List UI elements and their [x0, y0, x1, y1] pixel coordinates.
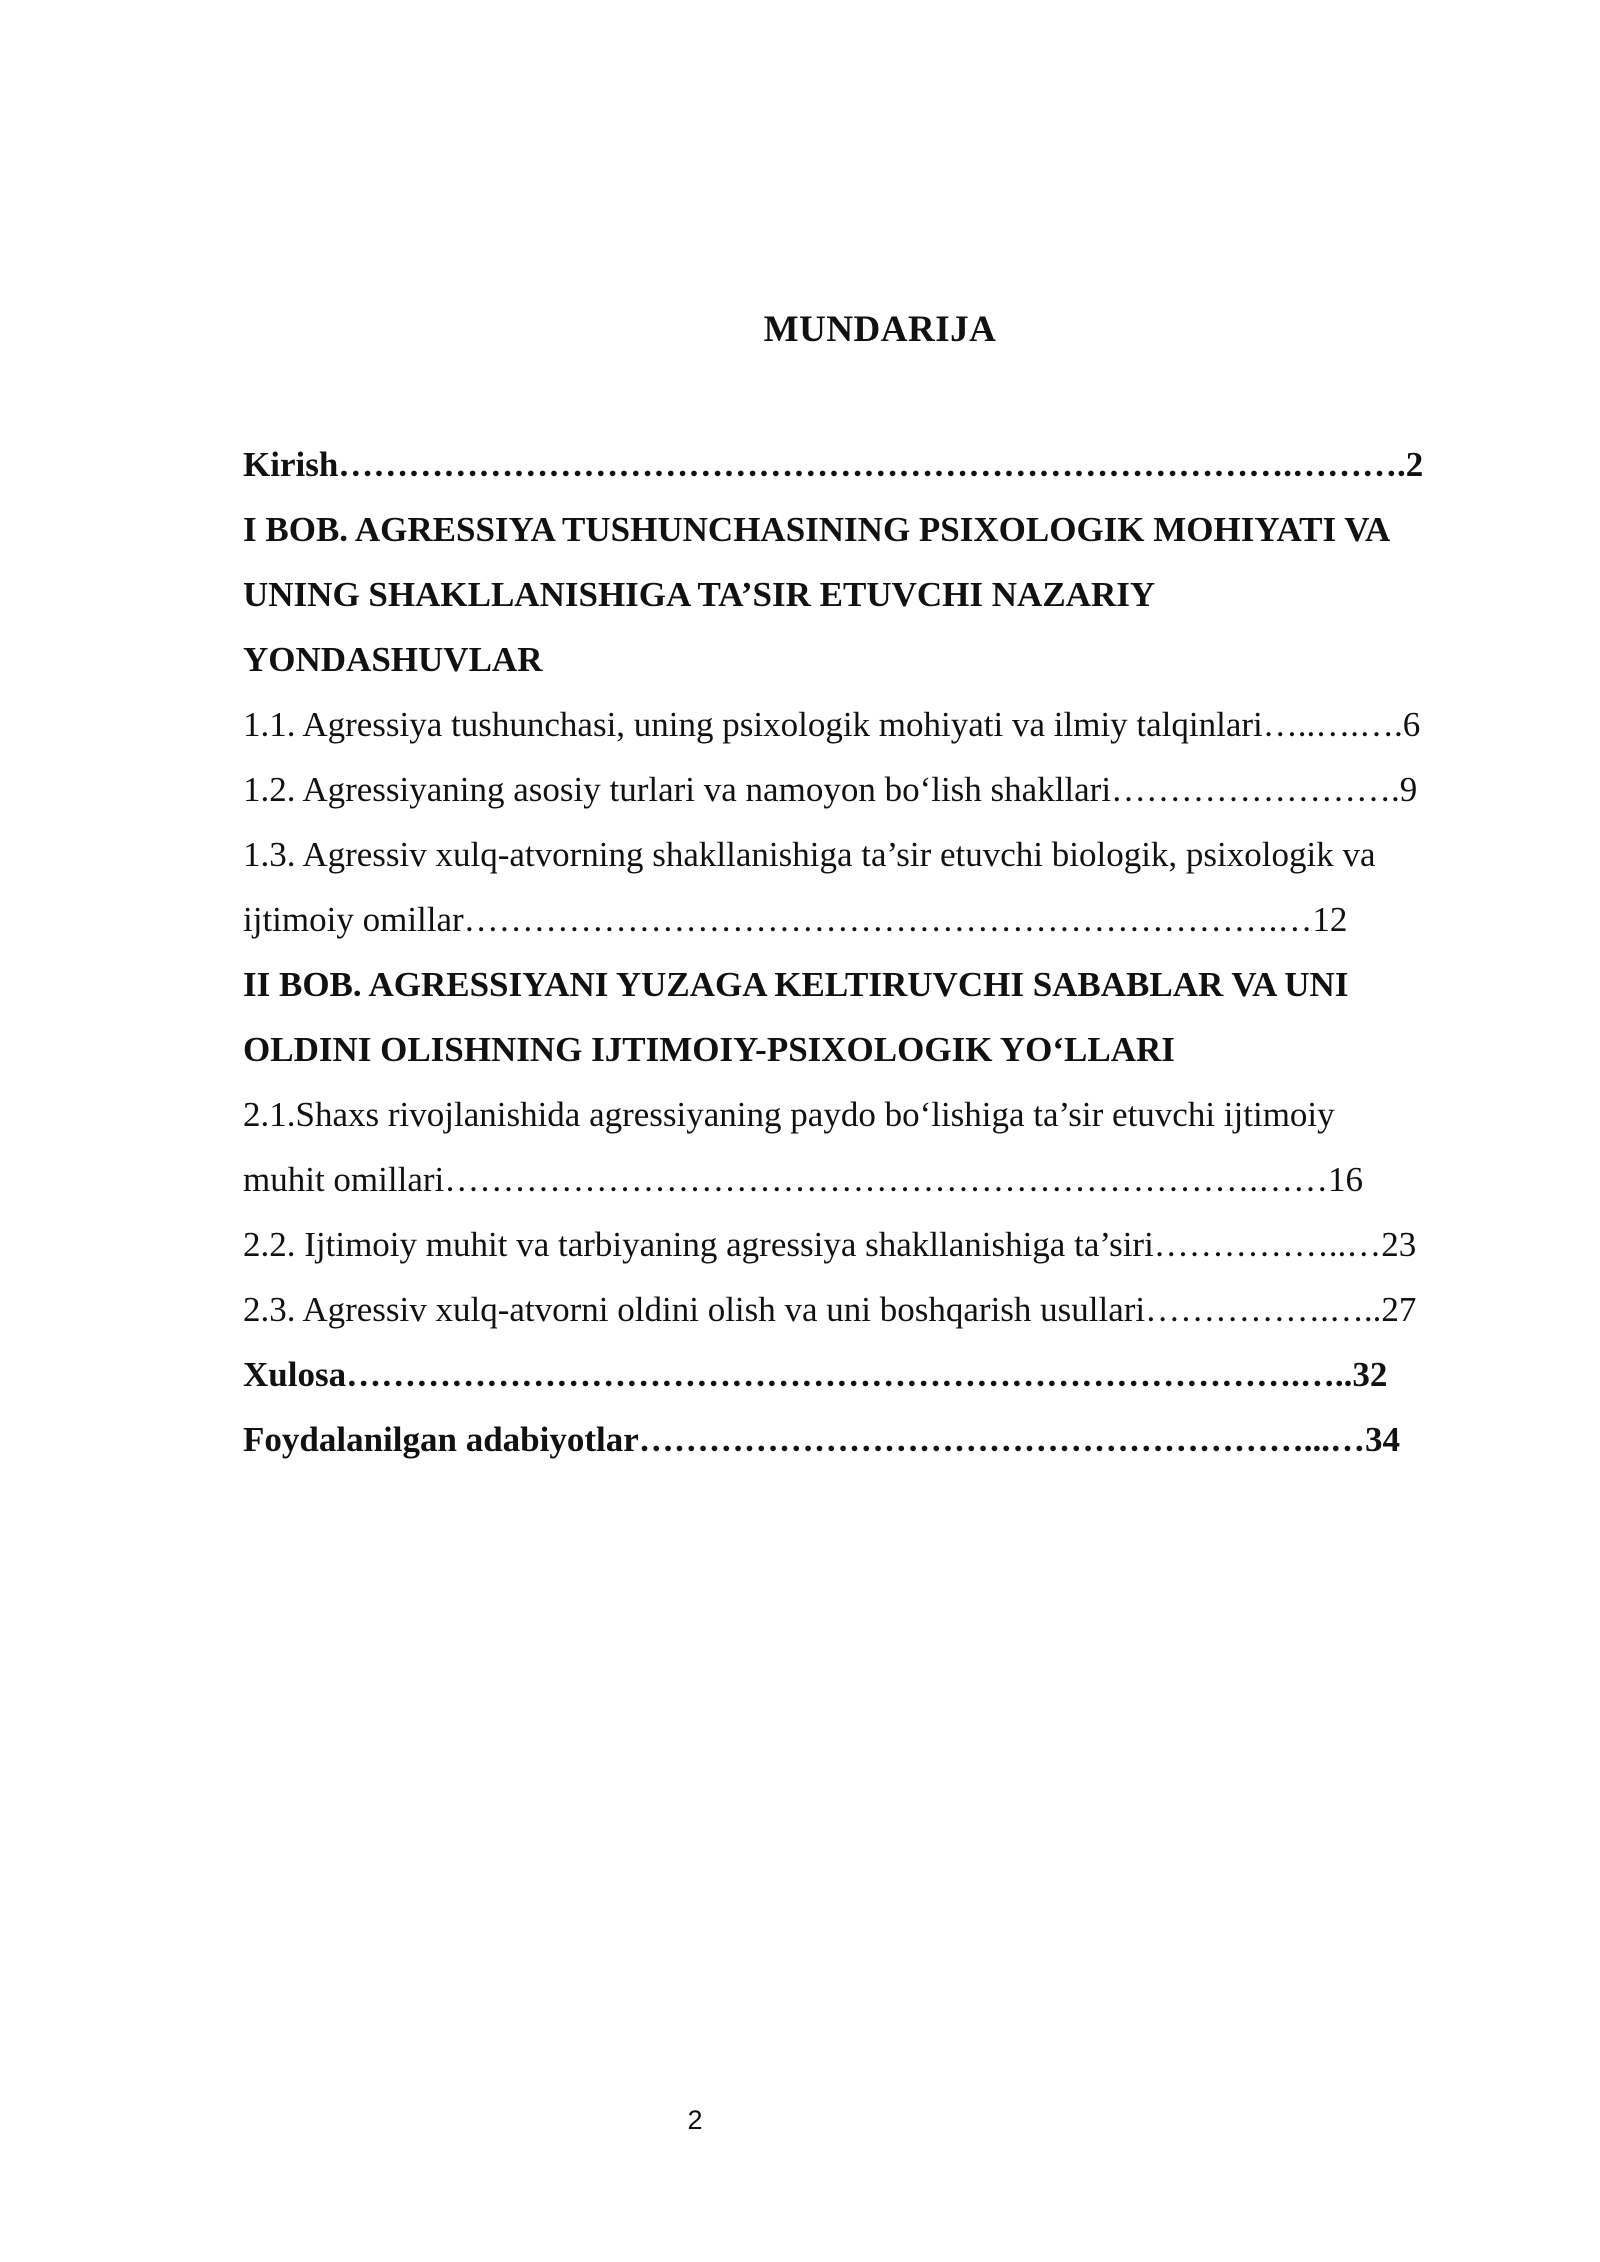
- toc-chapter-1-heading[interactable]: YONDASHUVLAR: [243, 640, 543, 679]
- table-of-contents: [243, 432, 1515, 1472]
- toc-entry-2-2[interactable]: 2.2. Ijtimoiy muhit va tarbiyaning agressiya shakllanishiga ta’siri……………..…23: [243, 1225, 1417, 1264]
- toc-entry-1-1[interactable]: 1.1. Agressiya tushunchasi, uning psixologik mohiyati va ilmiy talqinlari…..….….6: [243, 705, 1421, 744]
- toc-chapter-2-heading[interactable]: II BOB. AGRESSIYANI YUZAGA KELTIRUVCHI SABABLAR VA UNI: [243, 965, 1349, 1004]
- toc-entry-1-3[interactable]: ijtimoiy omillar…………………………………………………………….…12: [243, 900, 1348, 939]
- toc-entry-2-1[interactable]: 2.1.Shaxs rivojlanishida agressiyaning paydo bo‘lishiga ta’sir etuvchi ijtimoiy: [243, 1095, 1335, 1134]
- toc-entry-introduction[interactable]: Kirish……………………………………………………………………….……….2: [243, 445, 1424, 484]
- toc-entry-1-3[interactable]: 1.3. Agressiv xulq-atvorning shakllanishiga ta’sir etuvchi biologik, psixologik va: [243, 835, 1376, 874]
- page-title: MUNDARIJA: [763, 309, 997, 350]
- toc-entry-2-3[interactable]: 2.3. Agressiv xulq-atvorni oldini olish va uni boshqarish usullari…………….…..27: [243, 1290, 1417, 1329]
- page-number: 2: [687, 2105, 703, 2135]
- toc-entry-1-2[interactable]: 1.2. Agressiyaning asosiy turlari va namoyon bo‘lish shakllari…………………….9: [243, 770, 1418, 809]
- toc-entry-conclusion[interactable]: Xulosa……………………………………………………………………….…..32: [243, 1355, 1388, 1394]
- toc-entry-2-1[interactable]: muhit omillari…………………………………………………………….……16: [243, 1160, 1363, 1199]
- toc-chapter-1-heading[interactable]: UNING SHAKLLANISHIGA TA’SIR ETUVCHI NAZARIY: [243, 575, 1156, 614]
- toc-chapter-2-heading[interactable]: OLDINI OLISHNING IJTIMOIY-PSIXOLOGIK YO‘LLARI: [243, 1030, 1175, 1069]
- toc-chapter-1-heading[interactable]: I BOB. AGRESSIYA TUSHUNCHASINING PSIXOLOGIK MOHIYATI VA: [243, 510, 1391, 549]
- toc-entry-references[interactable]: Foydalanilgan adabiyotlar…………………………………………………...…34: [243, 1420, 1401, 1459]
